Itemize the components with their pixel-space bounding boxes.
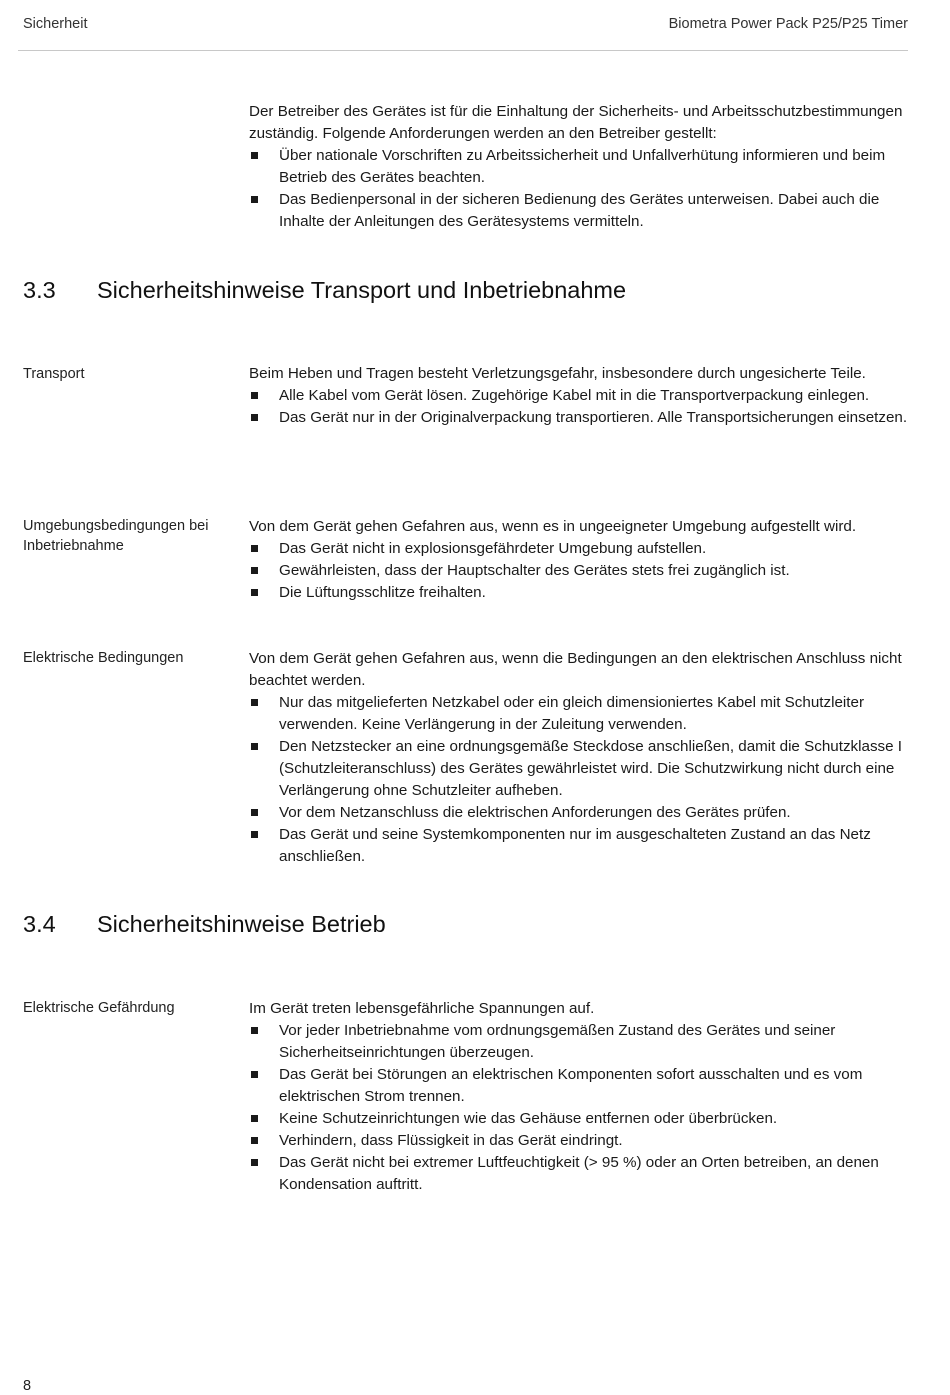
list-item: Alle Kabel vom Gerät lösen. Zugehörige Kabel mit in die Transportverpackung einlegen.	[249, 385, 909, 407]
list-item: Das Bedienpersonal in der sicheren Bedienung des Gerätes unterweisen. Dabei auch die Inhalte der Anleitungen des Gerätesystems vermitteln.	[249, 189, 909, 233]
operator-responsibilities	[249, 101, 909, 233]
electrical-hazard-bullet-list	[249, 1020, 909, 1196]
list-item: Über nationale Vorschriften zu Arbeitssicherheit und Unfallverhütung informieren und beim Betrieb des Gerätes beachten.	[249, 145, 909, 189]
electrical-hazard-block	[249, 998, 909, 1196]
transport-block	[249, 363, 909, 429]
page-number: 8	[23, 1378, 32, 1394]
list-item: Vor dem Netzanschluss die elektrischen Anforderungen des Gerätes prüfen.	[249, 802, 909, 824]
intro-paragraph: Der Betreiber des Gerätes ist für die Einhaltung der Sicherheits- und Arbeitsschutzbestimmungen zuständig. Folgende Anforderungen werden an den Betreiber gestellt:	[249, 103, 903, 142]
list-item: Das Gerät nur in der Originalverpackung transportieren. Alle Transportsicherungen einsetzen.	[249, 407, 909, 429]
side-label-environment: Umgebungsbedingungen bei Inbetriebnahme	[23, 518, 209, 554]
electrical-conditions-block	[249, 648, 909, 868]
transport-paragraph: Beim Heben und Tragen besteht Verletzungsgefahr, insbesondere durch ungesicherte Teile.	[249, 365, 866, 382]
environment-block	[249, 516, 909, 604]
list-item: Verhindern, dass Flüssigkeit in das Gerät eindringt.	[249, 1130, 909, 1152]
list-item: Das Gerät nicht in explosionsgefährdeter Umgebung aufstellen.	[249, 538, 909, 560]
section-title: Sicherheitshinweise Betrieb	[97, 911, 386, 937]
side-label-electrical-hazard: Elektrische Gefährdung	[23, 1000, 175, 1016]
running-header-section: Sicherheit	[23, 16, 88, 32]
header-divider	[18, 50, 908, 51]
list-item: Das Gerät nicht bei extremer Luftfeuchtigkeit (> 95 %) oder an Orten betreiben, an denen Kondensation auftritt.	[249, 1152, 909, 1196]
list-item: Gewährleisten, dass der Hauptschalter des Gerätes stets frei zugänglich ist.	[249, 560, 909, 582]
section-heading-3-3	[23, 277, 626, 304]
list-item: Das Gerät bei Störungen an elektrischen Komponenten sofort ausschalten und es vom elektrischen Strom trennen.	[249, 1064, 909, 1108]
side-label-transport: Transport	[23, 366, 85, 382]
side-label-electrical-conditions: Elektrische Bedingungen	[23, 650, 184, 666]
electrical-conditions-bullet-list	[249, 692, 909, 868]
list-item: Die Lüftungsschlitze freihalten.	[249, 582, 909, 604]
list-item: Nur das mitgelieferten Netzkabel oder ein gleich dimensioniertes Kabel mit Schutzleiter verwenden. Keine Verlängerung in der Zuleitung verwenden.	[249, 692, 909, 736]
environment-paragraph: Von dem Gerät gehen Gefahren aus, wenn es in ungeeigneter Umgebung aufgestellt wird.	[249, 518, 857, 535]
list-item: Keine Schutzeinrichtungen wie das Gehäuse entfernen oder überbrücken.	[249, 1108, 909, 1130]
transport-bullet-list	[249, 385, 909, 429]
section-heading-3-4	[23, 911, 386, 938]
list-item: Vor jeder Inbetriebnahme vom ordnungsgemäßen Zustand des Gerätes und seiner Sicherheitseinrichtungen überzeugen.	[249, 1020, 909, 1064]
section-number: 3.3	[23, 277, 56, 303]
environment-bullet-list	[249, 538, 909, 604]
running-header-product: Biometra Power Pack P25/P25 Timer	[668, 16, 908, 32]
list-item: Das Gerät und seine Systemkomponenten nur im ausgeschalteten Zustand an das Netz anschließen.	[249, 824, 909, 868]
electrical-hazard-paragraph: Im Gerät treten lebensgefährliche Spannungen auf.	[249, 1000, 595, 1017]
section-number: 3.4	[23, 911, 56, 937]
section-title: Sicherheitshinweise Transport und Inbetriebnahme	[97, 277, 627, 303]
electrical-conditions-paragraph: Von dem Gerät gehen Gefahren aus, wenn die Bedingungen an den elektrischen Anschluss nicht beachtet werden.	[249, 650, 902, 689]
intro-bullet-list	[249, 145, 909, 233]
list-item: Den Netzstecker an eine ordnungsgemäße Steckdose anschließen, damit die Schutzklasse I (Schutzleiteranschluss) des Gerätes gewährleistet wird. Die Schutzwirkung nicht durch eine Verlängerung ohne Schutzleiter aufheben.	[249, 736, 909, 802]
